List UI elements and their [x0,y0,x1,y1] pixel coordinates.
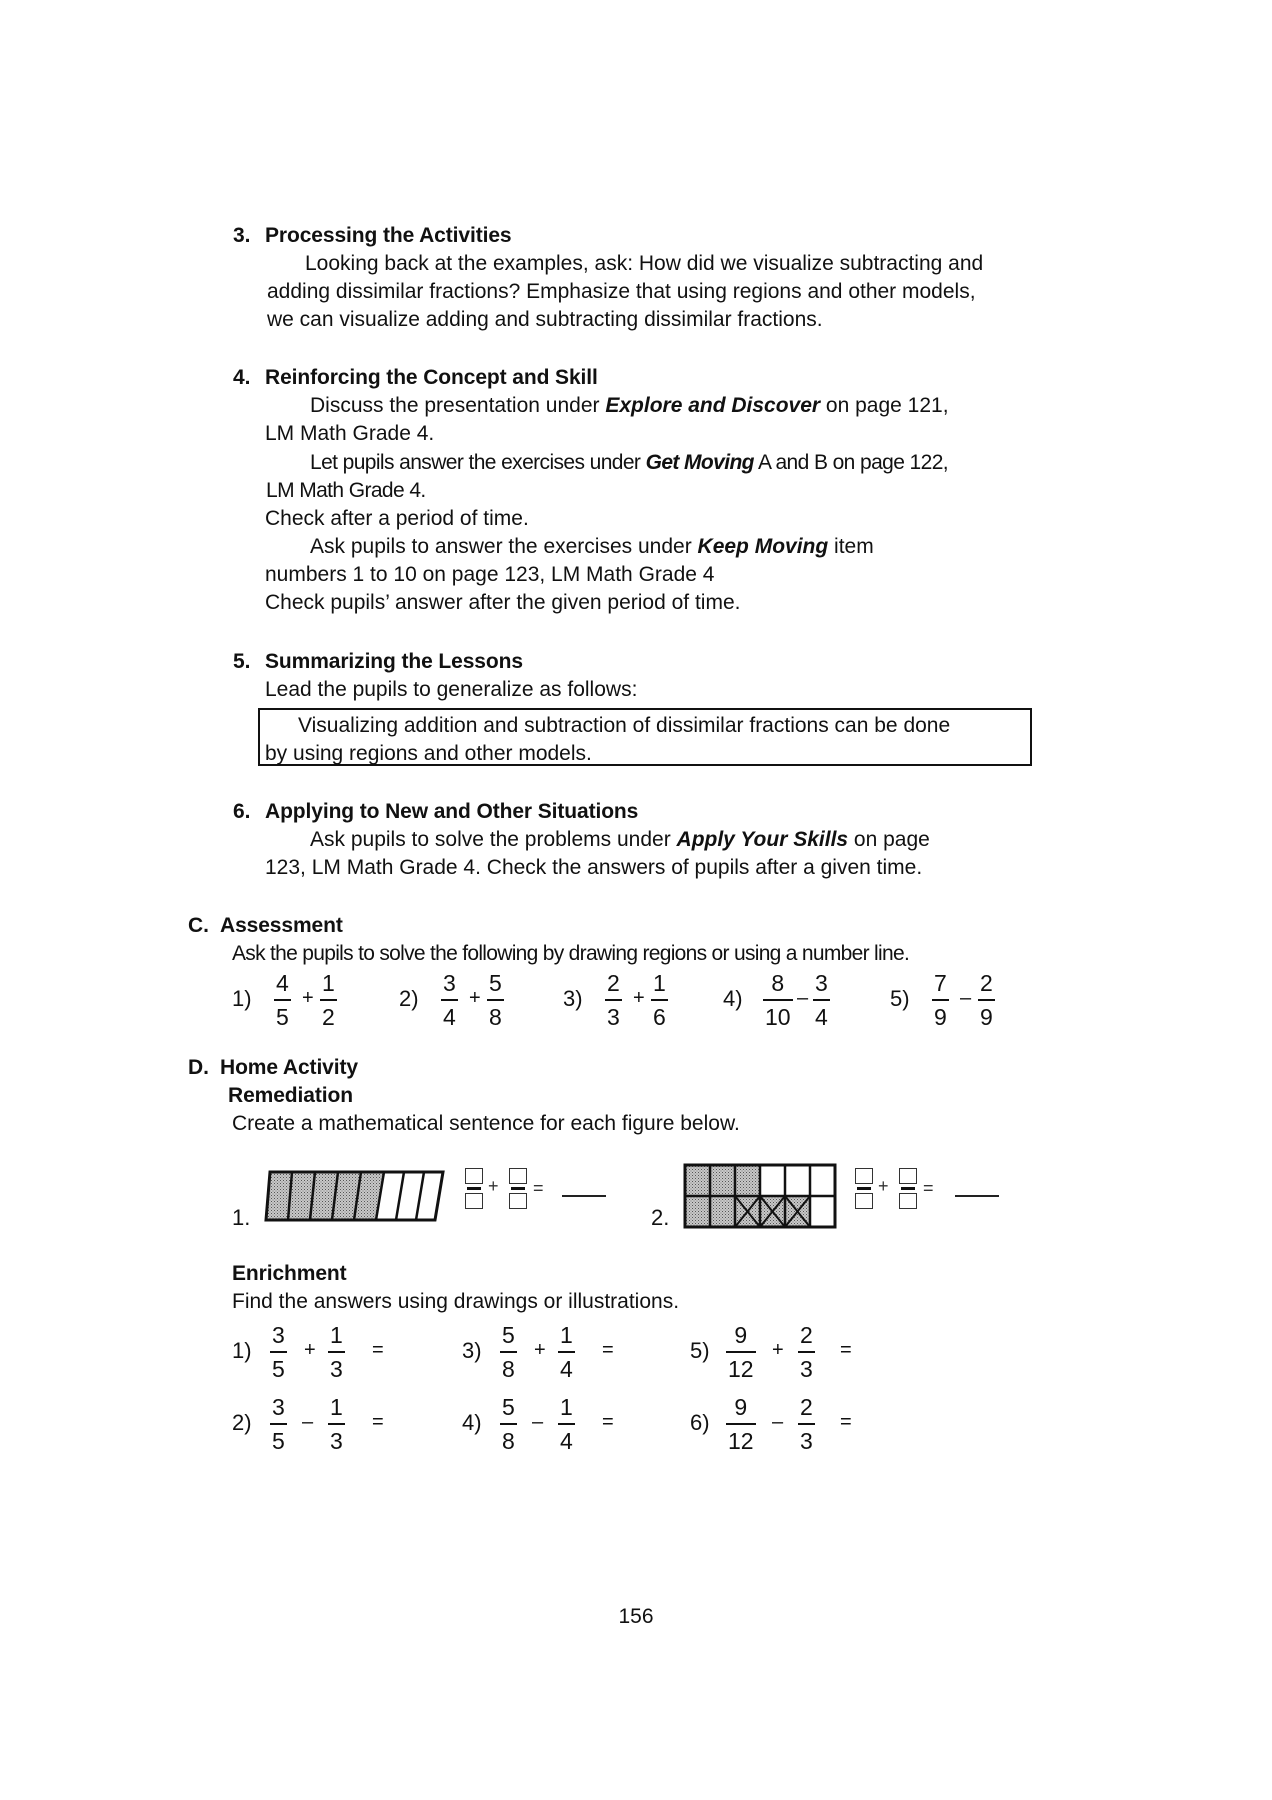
section-title: Summarizing the Lessons [265,650,523,673]
remediation-heading: Remediation [228,1084,353,1107]
numerator: 2 [800,1322,813,1348]
fraction [487,970,504,1030]
fraction-bar [726,1351,756,1353]
fraction [605,970,622,1030]
generalization-line-1: Visualizing addition and subtraction of dissimilar fractions can be done [298,714,951,737]
numerator: 1 [560,1322,573,1348]
figure-1-label: 1. [232,1205,251,1230]
plus-sign: + [878,1176,889,1196]
section-number: 3. [233,224,251,247]
section-4-heading [233,366,598,390]
denominator: 4 [560,1428,573,1454]
section-letter: D. [188,1056,209,1079]
denominator: 12 [728,1356,754,1382]
section-5-intro: Lead the pupils to generalize as follows: [265,678,638,701]
fraction [270,1322,287,1382]
plus-sign: + [488,1176,499,1196]
section-6-line-1 [310,828,930,852]
item-number: 3) [462,1338,482,1363]
home-activity-heading [188,1056,358,1080]
denominator: 8 [502,1356,515,1382]
numerator: 8 [771,970,785,996]
fraction-bar [901,1187,915,1190]
equals-sign: = [602,1411,614,1433]
denominator: 4 [815,1004,828,1030]
fraction [558,1322,575,1382]
section-number: 5. [233,650,251,673]
numerator-box[interactable] [509,1168,527,1184]
item-number: 3) [563,986,583,1011]
text: on page 121, [820,394,949,417]
item-number: 1) [232,986,252,1011]
item-number: 6) [690,1410,710,1435]
fraction-bar [441,999,458,1001]
denominator: 5 [276,1004,289,1030]
numerator: 2 [980,970,993,996]
fraction-bar [605,999,622,1001]
emphasis-get-moving: Get Moving [645,451,754,474]
section-title: Home Activity [220,1056,358,1079]
text: Ask pupils to solve the problems under [310,828,677,851]
text: A and B on page 122, [753,451,949,474]
denominator: 5 [272,1428,285,1454]
section-number: 4. [233,366,251,389]
denominator-box[interactable] [855,1193,873,1209]
fraction [270,1394,287,1454]
item-number: 4) [723,986,743,1011]
generalization-line-2: by using regions and other models. [265,742,592,765]
enrichment-heading: Enrichment [232,1262,347,1285]
fraction-bar [328,1423,345,1425]
fraction-bar [487,999,504,1001]
emphasis-apply-your-skills: Apply Your Skills [676,828,849,851]
operator: – [772,1411,784,1433]
denominator: 9 [980,1004,993,1030]
fraction-bar [511,1187,525,1190]
denominator: 4 [560,1356,573,1382]
operator: – [797,987,809,1009]
text: Discuss the presentation under [310,394,606,417]
text: item [828,535,874,558]
numerator: 1 [330,1394,343,1420]
answer-blank[interactable] [562,1195,606,1197]
text: Let pupils answer the exercises under [310,451,646,474]
denominator: 12 [728,1428,754,1454]
numerator: 5 [489,970,502,996]
numerator: 7 [934,970,947,996]
fraction [813,970,830,1030]
numerator: 9 [734,1394,748,1420]
fraction [328,1394,345,1454]
denominator: 4 [443,1004,456,1030]
figure-2-label: 2. [651,1205,670,1230]
equals-sign: = [372,1339,384,1361]
fraction [441,970,458,1030]
remediation-instruction: Create a mathematical sentence for each figure below. [232,1112,740,1135]
numerator: 5 [502,1394,515,1420]
fraction-bar [726,1423,756,1425]
numerator: 3 [815,970,828,996]
emphasis-explore-and-discover: Explore and Discover [605,394,821,417]
numerator: 9 [734,1322,748,1348]
section-title: Assessment [220,914,343,937]
fraction-bar [857,1187,871,1190]
fraction [328,1322,345,1382]
section-4-line-2: LM Math Grade 4. [265,422,435,445]
operator: – [960,987,972,1009]
denominator: 10 [765,1004,791,1030]
fraction-bar [763,999,793,1001]
item-number: 5) [890,986,910,1011]
fraction-bar [328,1351,345,1353]
numerator-box[interactable] [855,1168,873,1184]
fraction-bar [798,1423,815,1425]
assessment-instruction: Ask the pupils to solve the following by drawing regions or using a number line. [232,942,910,965]
enrichment-instruction: Find the answers using drawings or illustrations. [232,1290,680,1313]
denominator: 2 [322,1004,335,1030]
section-title: Processing the Activities [265,224,512,247]
numerator: 1 [560,1394,573,1420]
fraction [798,1394,815,1454]
numerator: 2 [607,970,620,996]
numerator: 3 [443,970,456,996]
denominator: 3 [607,1004,620,1030]
numerator: 3 [272,1322,285,1348]
section-6-line-2: 123, LM Math Grade 4. Check the answers of pupils after a given time. [265,856,923,879]
page-number: 156 [618,1605,654,1628]
item-number: 1) [232,1338,252,1363]
fraction [500,1322,517,1382]
operator: + [469,987,481,1009]
figure-2-grid-region [683,1163,843,1231]
section-6-heading [233,800,638,824]
fraction [651,970,668,1030]
fraction [932,970,949,1030]
equals-sign: = [923,1178,934,1198]
denominator-box[interactable] [899,1193,917,1209]
equals-sign: = [840,1411,852,1433]
fraction-bar [932,999,949,1001]
section-3-line-2: adding dissimilar fractions? Emphasize that using regions and other models, [267,280,976,303]
denominator: 3 [330,1428,343,1454]
fraction [558,1394,575,1454]
fraction-bar [270,1351,287,1353]
fraction [726,1322,756,1382]
section-3-heading [233,224,511,248]
answer-blank[interactable] [955,1195,999,1197]
operator: + [633,987,645,1009]
numerator: 1 [330,1322,343,1348]
fraction-bar [320,999,337,1001]
numerator: 2 [800,1394,813,1420]
numerator: 1 [653,970,666,996]
fraction [274,970,291,1030]
emphasis-keep-moving: Keep Moving [697,535,829,558]
fraction-bar [651,999,668,1001]
denominator: 9 [934,1004,947,1030]
denominator: 8 [489,1004,502,1030]
section-number: 6. [233,800,251,823]
denominator: 3 [330,1356,343,1382]
assessment-heading [188,914,343,938]
fraction [320,970,337,1030]
section-4-line-8: Check pupils’ answer after the given period of time. [265,591,741,614]
denominator: 3 [800,1356,813,1382]
fraction [798,1322,815,1382]
fraction [726,1394,756,1454]
equals-sign: = [602,1339,614,1361]
equals-sign: = [840,1339,852,1361]
fraction-bar [274,999,291,1001]
text: Ask pupils to answer the exercises under [310,535,698,558]
section-4-line-1 [310,394,949,418]
section-3-line-3: we can visualize adding and subtracting dissimilar fractions. [267,308,823,331]
section-letter: C. [188,914,209,937]
denominator: 5 [272,1356,285,1382]
fraction-bar [270,1423,287,1425]
item-number: 5) [690,1338,710,1363]
fraction-bar [558,1423,575,1425]
section-4-line-7: numbers 1 to 10 on page 123, LM Math Grade 4 [265,563,715,586]
numerator-box[interactable] [899,1168,917,1184]
operator: + [304,1339,316,1361]
section-4-line-4: LM Math Grade 4. [266,479,426,502]
denominator-box[interactable] [509,1193,527,1209]
text: on page [848,828,930,851]
item-number: 2) [232,1410,252,1435]
section-3-line-1: Looking back at the examples, ask: How did we visualize subtracting and [305,252,984,275]
operator: + [302,987,314,1009]
numerator: 5 [502,1322,515,1348]
fraction-bar [500,1351,517,1353]
section-4-line-6 [310,535,874,559]
fraction [500,1394,517,1454]
fraction-bar [500,1423,517,1425]
operator: – [532,1411,544,1433]
denominator-box[interactable] [465,1193,483,1209]
fraction [763,970,793,1030]
fraction [978,970,995,1030]
section-4-line-5: Check after a period of time. [265,507,529,530]
operator: – [302,1411,314,1433]
denominator: 6 [653,1004,666,1030]
numerator-box[interactable] [465,1168,483,1184]
fraction-bar [798,1351,815,1353]
numerator: 1 [322,970,335,996]
operator: + [772,1339,784,1361]
numerator: 3 [272,1394,285,1420]
equals-sign: = [372,1411,384,1433]
equals-sign: = [533,1178,544,1198]
denominator: 8 [502,1428,515,1454]
section-4-line-3 [310,451,948,475]
section-title: Reinforcing the Concept and Skill [265,366,598,389]
fraction-bar [558,1351,575,1353]
section-5-heading [233,650,523,674]
fraction-bar [467,1187,481,1190]
fraction-bar [978,999,995,1001]
item-number: 4) [462,1410,482,1435]
item-number: 2) [399,986,419,1011]
section-title: Applying to New and Other Situations [265,800,639,823]
numerator: 4 [276,970,289,996]
fraction-bar [813,999,830,1001]
figure-1-parallelogram-region [262,1168,452,1224]
denominator: 3 [800,1428,813,1454]
operator: + [534,1339,546,1361]
